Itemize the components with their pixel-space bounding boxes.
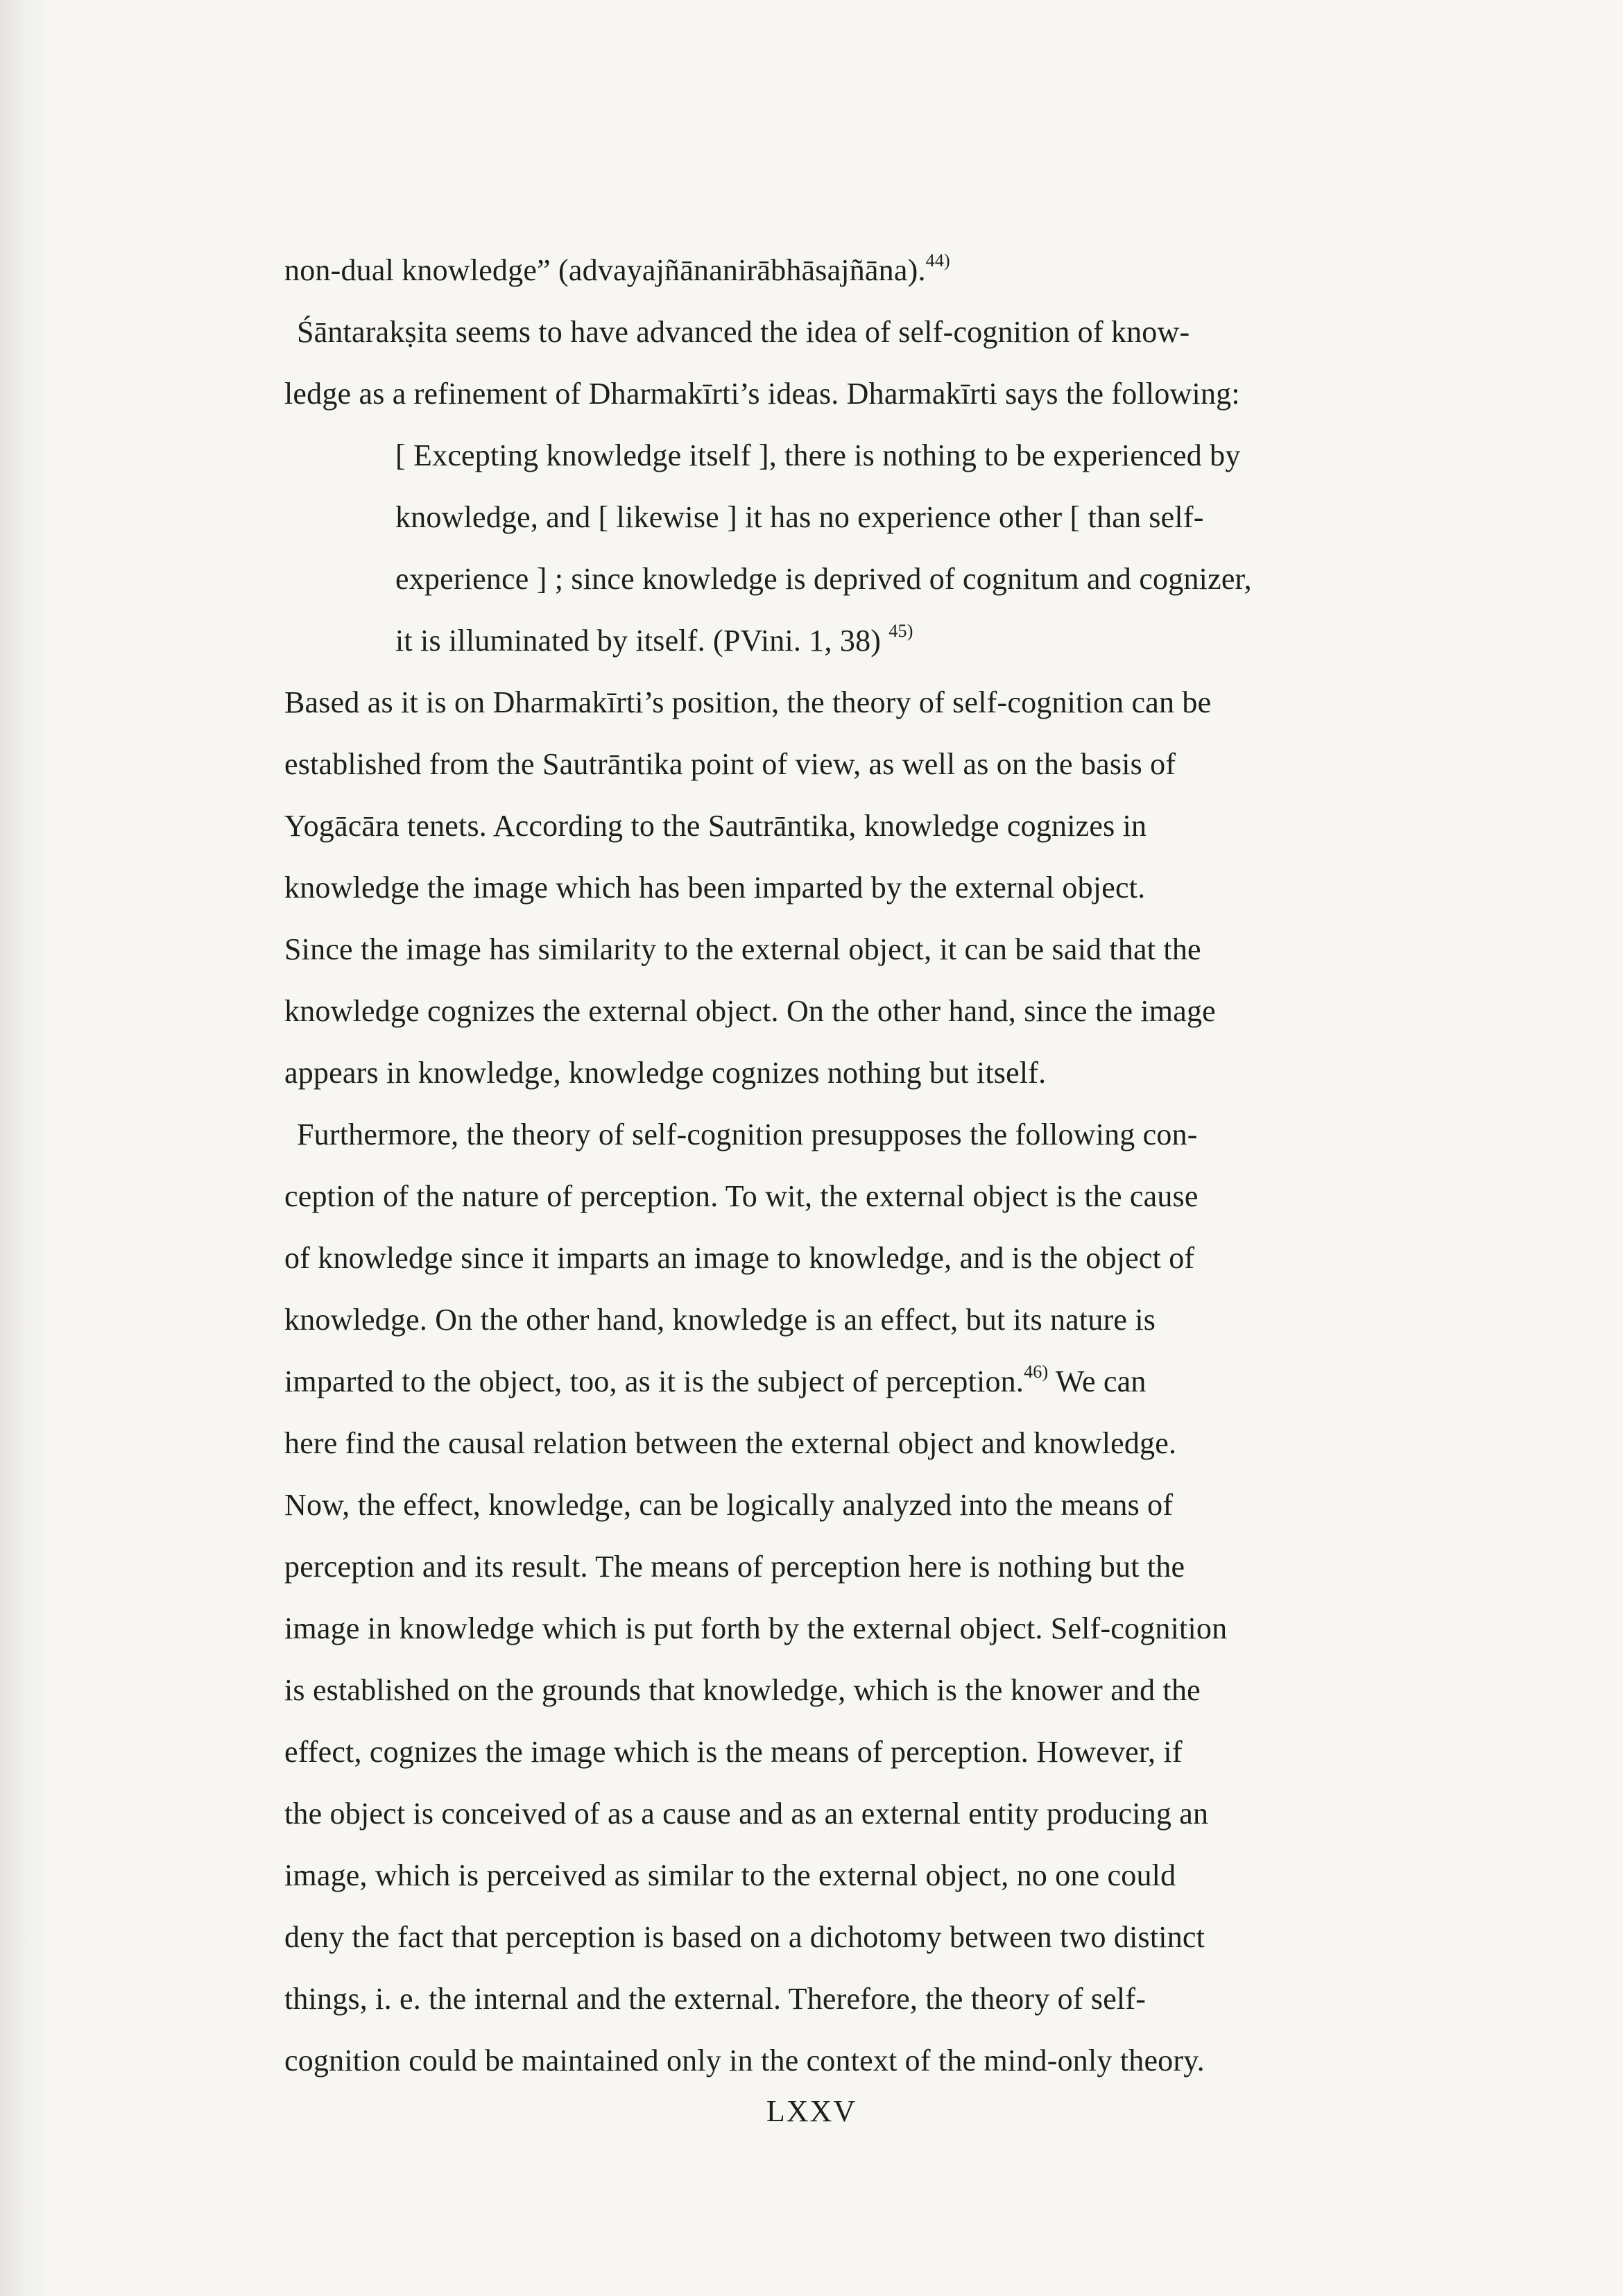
page-number: LXXV <box>766 2094 857 2128</box>
text-line: image, which is perceived as similar to the external object, no one could <box>284 1858 1176 1892</box>
scan-edge-shading <box>0 0 49 2296</box>
block-quote-line: it is illuminated by itself. (PVini. 1, 38) $^{45)}$ <box>395 621 913 658</box>
text-line: deny the fact that perception is based on a dichotomy between two distinct <box>284 1920 1205 1954</box>
text-line: imparted to the object, too, as it is the subject of perception.$^{46)}$ We can <box>284 1362 1147 1398</box>
text-line: ledge as a refinement of Dharmakīrti’s ideas. Dharmakīrti says the following: <box>284 377 1240 411</box>
paragraph-start-line: Śāntarakṣita seems to have advanced the idea of self-cognition of know- <box>297 315 1190 349</box>
text-line: ception of the nature of perception. To wit, the external object is the cause <box>284 1179 1199 1213</box>
text-line: cognition could be maintained only in the context of the mind-only theory. <box>284 2044 1205 2077</box>
block-quote-line: [ Excepting knowledge itself ], there is nothing to be experienced by <box>395 438 1241 472</box>
text-line: effect, cognizes the image which is the means of perception. However, if <box>284 1735 1183 1769</box>
text-line: knowledge the image which has been imparted by the external object. <box>284 871 1146 905</box>
text-line: things, i. e. the internal and the external. Therefore, the theory of self- <box>284 1982 1147 2016</box>
text-line: here find the causal relation between the external object and knowledge. <box>284 1426 1177 1460</box>
text-line: image in knowledge which is put forth by the external object. Self-cognition <box>284 1611 1228 1645</box>
text-line: Since the image has similarity to the external object, it can be said that the <box>284 932 1201 966</box>
text-line: Now, the effect, knowledge, can be logically analyzed into the means of <box>284 1488 1174 1522</box>
block-quote-line: knowledge, and [ likewise ] it has no experience other [ than self- <box>395 500 1204 534</box>
text-line: knowledge. On the other hand, knowledge is an effect, but its nature is <box>284 1303 1156 1337</box>
body-text <box>284 239 1408 2091</box>
text-line: Based as it is on Dharmakīrti’s position, the theory of self-cognition can be <box>284 685 1212 719</box>
footnote-ref-46: 46) <box>1024 1362 1049 1382</box>
text-line: the object is conceived of as a cause and as an external entity producing an <box>284 1797 1209 1831</box>
footnote-ref-45: 45) <box>888 621 913 641</box>
footnote-ref-44: 44) <box>925 250 950 271</box>
text-line: non-dual knowledge” (advayajñānanirābhāsajñāna).$^{44)}$ <box>284 250 950 287</box>
text-line: of knowledge since it imparts an image to knowledge, and is the object of <box>284 1241 1195 1275</box>
text-line: perception and its result. The means of perception here is nothing but the <box>284 1550 1185 1584</box>
text-line: knowledge cognizes the external object. On the other hand, since the image <box>284 994 1216 1028</box>
text-line: established from the Sautrāntika point of view, as well as on the basis of <box>284 747 1176 781</box>
text-line: Yogācāra tenets. According to the Sautrāntika, knowledge cognizes in <box>284 809 1147 843</box>
text-line: appears in knowledge, knowledge cognizes nothing but itself. <box>284 1056 1047 1090</box>
paragraph-start-line: Furthermore, the theory of self-cognition presupposes the following con- <box>297 1117 1198 1151</box>
text-line: is established on the grounds that knowledge, which is the knower and the <box>284 1673 1201 1707</box>
block-quote-line: experience ] ; since knowledge is deprived of cognitum and cognizer, <box>395 562 1252 596</box>
